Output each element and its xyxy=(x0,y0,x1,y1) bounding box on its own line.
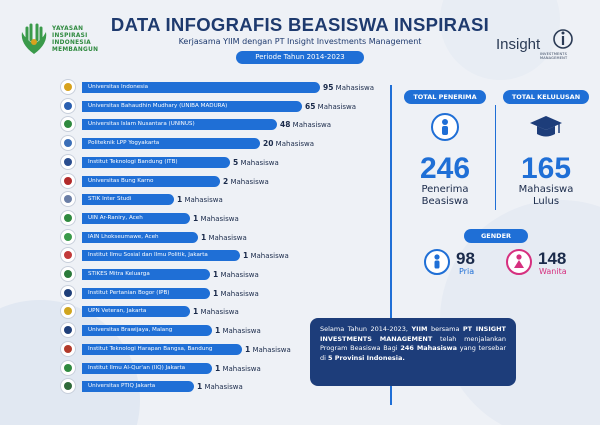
university-name-bar: Institut Teknologi Harapan Bangsa, Bandung xyxy=(82,344,242,355)
count-value: 1 xyxy=(245,344,251,354)
university-count xyxy=(215,362,261,376)
university-name-bar: STIK Inter Studi xyxy=(82,194,174,205)
university-count xyxy=(223,175,269,189)
total-kelulusan-label: TOTAL KELULUSAN xyxy=(503,90,589,104)
page-subtitle: Kerjasama YIIM dengan PT Insight Investments Management xyxy=(178,37,422,46)
count-unit: Mahasiswa xyxy=(220,289,259,298)
note-bold: YIIM xyxy=(411,325,428,333)
university-logo-icon xyxy=(60,285,76,301)
caption-line: Penerima xyxy=(421,184,469,195)
university-name-bar: STIKES Mitra Keluarga xyxy=(82,269,210,280)
divider xyxy=(495,105,496,210)
university-count xyxy=(245,343,291,357)
period-badge: Periode Tahun 2014-2023 xyxy=(236,51,364,64)
university-count xyxy=(177,193,223,207)
logo-line: INDONESIA xyxy=(52,40,92,46)
male-label: Pria xyxy=(459,267,475,276)
university-count xyxy=(243,249,289,263)
female-icon xyxy=(506,249,532,275)
count-value: 5 xyxy=(233,157,239,167)
count-unit: Mahasiswa xyxy=(222,327,261,336)
university-logo-icon xyxy=(60,79,76,95)
university-logo-icon xyxy=(60,322,76,338)
count-value: 2 xyxy=(223,176,229,186)
university-logo-icon xyxy=(60,229,76,245)
count-value: 65 xyxy=(305,101,316,111)
university-logo-icon xyxy=(60,154,76,170)
university-logo-icon xyxy=(60,135,76,151)
female-label: Wanita xyxy=(539,267,567,276)
count-unit: Mahasiswa xyxy=(252,345,291,354)
university-row xyxy=(60,267,380,284)
count-unit: Mahasiswa xyxy=(335,84,374,92)
university-name-bar: Universitas Bung Karno xyxy=(82,176,220,187)
note-bold: PT INSIGHT INVESTMENTS MANAGEMENT xyxy=(320,325,506,343)
university-name-bar: UPN Veteran, Jakarta xyxy=(82,306,190,317)
university-name-bar: Universitas Brawijaya, Malang xyxy=(82,325,212,336)
university-row xyxy=(60,286,380,303)
logo-line: INSPIRASI xyxy=(52,33,88,39)
university-logo-icon xyxy=(60,98,76,114)
count-unit: Mahasiswa xyxy=(250,252,289,261)
page-title: DATA INFOGRAFIS BEASISWA INSPIRASI xyxy=(110,14,490,35)
university-name-bar: IAIN Lhokseumawe, Aceh xyxy=(82,232,198,243)
total-penerima-caption xyxy=(404,184,486,208)
university-count xyxy=(201,231,247,245)
university-logo-icon xyxy=(60,247,76,263)
university-logo-icon xyxy=(60,191,76,207)
university-row xyxy=(60,248,380,265)
university-name-bar: Universitas Indonesia xyxy=(82,82,320,93)
university-name-bar: Universitas PTIQ Jakarta xyxy=(82,381,194,392)
university-count xyxy=(233,156,279,170)
note-bold: 246 Mahasiswa xyxy=(400,344,458,353)
university-name-bar: Institut Pertanian Bogor (IPB) xyxy=(82,288,210,299)
university-logo-icon xyxy=(60,360,76,376)
caption-line: Mahasiswa xyxy=(518,184,574,195)
university-row xyxy=(60,155,380,172)
person-icon xyxy=(431,113,459,141)
count-value: 1 xyxy=(213,288,219,298)
count-value: 1 xyxy=(215,326,221,336)
university-count xyxy=(215,324,261,338)
university-row xyxy=(60,174,380,191)
caption-line: Lulus xyxy=(532,196,560,207)
university-row xyxy=(60,192,380,209)
university-count xyxy=(323,81,374,95)
university-logo-icon xyxy=(60,378,76,394)
count-unit: Mahasiswa xyxy=(240,158,279,167)
university-count xyxy=(213,287,259,301)
count-unit: Mahasiswa xyxy=(230,177,269,186)
university-name-bar: Politeknik LPP Yogyakarta xyxy=(82,138,260,149)
logo-line: YAYASAN xyxy=(52,26,84,32)
count-unit: Mahasiswa xyxy=(208,233,247,242)
university-count xyxy=(193,305,239,319)
note-text: yang tersebar di xyxy=(320,344,506,362)
university-name-bar: Universitas Islam Nusantara (UNINUS) xyxy=(82,119,277,130)
count-unit: Mahasiswa xyxy=(220,271,259,279)
count-unit: Mahasiswa xyxy=(200,308,239,317)
university-logo-icon xyxy=(60,116,76,132)
insight-logo-sub: INVESTMENTS MANAGEMENT xyxy=(540,52,568,60)
total-penerima-label: TOTAL PENERIMA xyxy=(404,90,486,104)
graduation-cap-icon xyxy=(528,114,564,142)
note-text: Selama Tahun 2014-2023, xyxy=(320,325,412,333)
university-name-bar: Institut Teknologi Bandung (ITB) xyxy=(82,157,230,168)
count-value: 1 xyxy=(213,270,219,279)
university-row xyxy=(60,230,380,247)
university-name-bar: Institut Ilmu Sosial dan Ilmu Politik, Jakarta xyxy=(82,250,240,261)
count-unit: Mahasiswa xyxy=(222,364,261,373)
count-value: 20 xyxy=(263,139,274,149)
university-count xyxy=(213,268,259,282)
logo-line: MEMBANGUN xyxy=(52,47,99,53)
note-text: telah menjalankan Program Beasiswa Bagi xyxy=(320,334,506,353)
male-icon xyxy=(424,249,450,275)
insight-logo-text: Insight xyxy=(496,36,541,53)
count-value: 95 xyxy=(323,83,334,92)
university-name-bar: Institut Ilmu Al-Qur'an (IIQ) Jakarta xyxy=(82,363,212,374)
count-value: 1 xyxy=(193,307,199,317)
university-logo-icon xyxy=(60,341,76,357)
summary-note xyxy=(310,318,516,386)
university-logo-icon xyxy=(60,210,76,226)
university-row xyxy=(60,117,380,134)
count-unit: Mahasiswa xyxy=(275,140,314,149)
university-count xyxy=(193,212,239,226)
male-value: 98 xyxy=(456,249,475,268)
university-row xyxy=(60,136,380,153)
university-row xyxy=(60,80,380,97)
caption-line: Beasiswa xyxy=(421,196,469,207)
note-text: bersama xyxy=(427,325,463,333)
university-count xyxy=(280,118,331,132)
university-name-bar: UIN Ar-Raniry, Aceh xyxy=(82,213,190,224)
university-logo-icon xyxy=(60,266,76,282)
count-value: 48 xyxy=(280,120,291,130)
note-bold: 5 Provinsi Indonesia. xyxy=(328,353,405,362)
total-kelulusan-caption xyxy=(503,184,589,208)
university-count xyxy=(305,100,356,114)
count-value: 1 xyxy=(197,382,203,392)
total-kelulusan-value: 165 xyxy=(520,152,572,185)
university-count xyxy=(263,137,314,151)
university-logo-icon xyxy=(60,173,76,189)
count-unit: Mahasiswa xyxy=(317,102,356,111)
count-value: 1 xyxy=(215,363,221,373)
university-row xyxy=(60,211,380,228)
university-count xyxy=(197,380,243,394)
count-unit: Mahasiswa xyxy=(200,214,239,223)
female-value: 148 xyxy=(538,249,567,268)
count-unit: Mahasiswa xyxy=(184,196,223,205)
count-unit: Mahasiswa xyxy=(292,121,331,130)
count-value: 1 xyxy=(201,232,207,242)
university-name-bar: Universitas Bahaudhin Mudhary (UNIBA MADURA) xyxy=(82,101,302,112)
university-row xyxy=(60,99,380,116)
count-value: 1 xyxy=(177,195,183,205)
count-unit: Mahasiswa xyxy=(204,383,243,392)
university-logo-icon xyxy=(60,303,76,319)
gender-label: GENDER xyxy=(464,229,528,243)
count-value: 1 xyxy=(243,251,249,261)
count-value: 1 xyxy=(193,213,199,223)
total-penerima-value: 246 xyxy=(419,152,471,185)
